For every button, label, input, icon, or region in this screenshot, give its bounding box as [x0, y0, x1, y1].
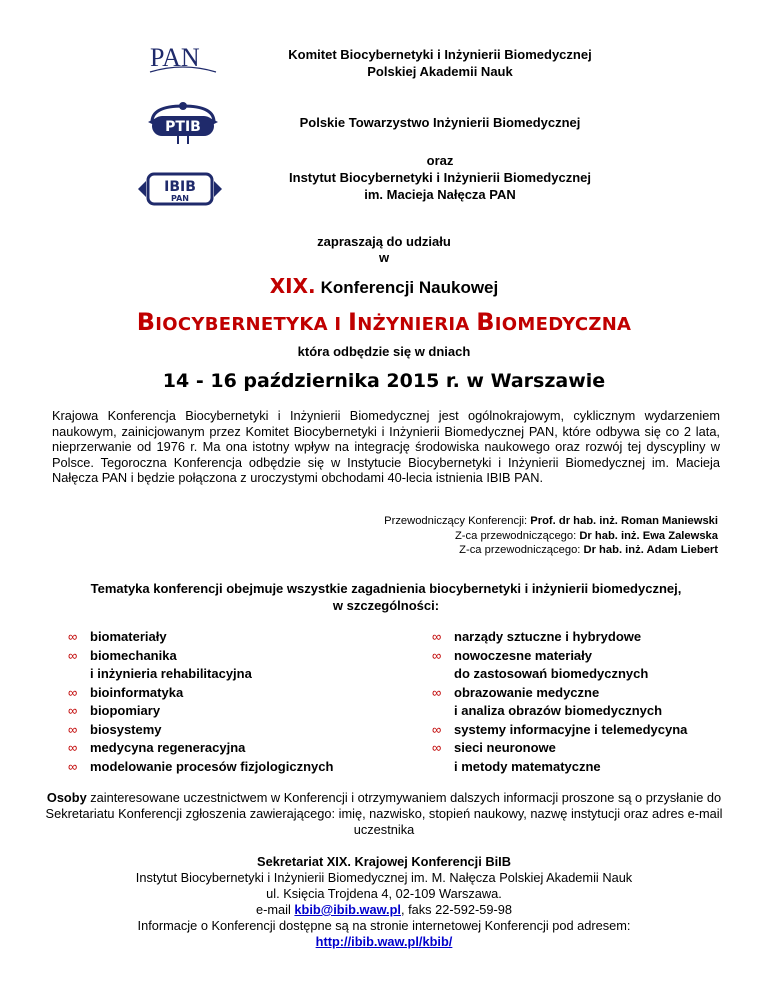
infinity-bullet-icon: ∞ [432, 721, 442, 737]
title-part-3: I [348, 308, 358, 336]
topic-text: medycyna regeneracyjna [90, 740, 246, 755]
committee-line1: Komitet Biocybernetyki i Inżynierii Biomedycznej [288, 47, 592, 62]
title-part-5: B [476, 308, 495, 336]
topic-text: i inżynieria rehabilitacyjna [90, 666, 252, 681]
topic-text: bioinformatyka [90, 684, 184, 700]
ibib-logo-text: IBIB [164, 179, 196, 195]
invite-line2: w [378, 250, 390, 265]
chair-name: Dr hab. inż. Ewa Zalewska [579, 529, 718, 542]
title-part-4: NŻYNIERIA [357, 314, 477, 335]
conference-date: 14 - 16 października 2015 r. w Warszawie [162, 370, 606, 392]
url-line [20, 934, 748, 950]
topic-text: narządy sztuczne i hybrydowe [454, 629, 642, 644]
conference-number-line [0, 274, 768, 298]
topic-item [432, 758, 687, 777]
chair-row [384, 514, 718, 529]
email-link[interactable]: kbib@ibib.waw.pl [294, 902, 401, 917]
conference-title [0, 308, 768, 336]
infinity-bullet-icon: ∞ [432, 629, 442, 644]
topic-item [432, 628, 687, 647]
topic-item [68, 758, 333, 777]
topic-text: nowoczesne materiały [454, 647, 592, 663]
topic-item [68, 647, 333, 666]
pan-logo [148, 38, 218, 78]
topic-text: modelowanie procesów fizjologicznych [90, 758, 334, 774]
topic-item [68, 684, 333, 703]
secretariat-institute: Instytut Biocybernetyki i Inżynierii Biomedycznej im. M. Nałęcza Polskiej Akademii Nauk [135, 870, 633, 885]
fax-text: , faks 22-592-59-98 [400, 902, 512, 917]
contact-paragraph [20, 790, 748, 838]
title-part-2: IOCYBERNETYKA I [155, 314, 348, 335]
chair-row [384, 543, 718, 558]
ibib-name [230, 152, 650, 203]
topic-text: i analiza obrazów biomedycznych [454, 703, 663, 718]
topic-text: biomechanika [90, 647, 177, 663]
secretariat-title: Sekretariat XIX. Krajowej Konferencji BiIB [257, 854, 511, 869]
email-label: e-mail [256, 902, 295, 917]
secretariat-address: ul. Księcia Trojdena 4, 02-109 Warszawa. [266, 886, 502, 901]
infinity-bullet-icon: ∞ [432, 684, 442, 700]
chair-name: Dr hab. inż. Adam Liebert [583, 544, 718, 556]
intro-paragraph: Krajowa Konferencja Biocybernetyki i Inżynierii Biomedycznej jest ogólnokrajowym, cyklicznym wydarzeniem naukowym, zainicjowanym przez Komitet Biocybernetyki i Inżynierii Biomedycznej PAN, które odbywa się co 2 lata, nieprzerwanie od 1976 r. Ma ona istotny wpływ na integrację środowiska naukowego oraz rozwój tej dyscypliny w Polsce. Tegoroczna Konferencja odbędzie się w Instytucie Biocybernetyki i Inżynierii Biomedycznej im. Macieja Nałęcza PAN i będzie połączona z uroczystymi obchodami 40-lecia istnienia IBIB PAN. [52, 408, 720, 485]
committee-name [230, 46, 650, 80]
infinity-bullet-icon: ∞ [68, 703, 78, 718]
oraz-text: oraz [426, 153, 454, 168]
topic-item [68, 721, 333, 740]
infinity-bullet-icon: ∞ [432, 740, 442, 755]
topic-text: obrazowanie medyczne [454, 684, 600, 700]
topic-text: sieci neuronowe [454, 740, 556, 755]
topic-item [68, 628, 333, 647]
contact-text: zainteresowane uczestnictwem w Konferencji i otrzymywaniem dalszych informacji proszone są o przysłanie do Sekretariatu Konferencji zgłoszenia zawierającego: imię, nazwisko, stopień naukowy, nazwę instytucji oraz adres e-mail uczestnika [45, 790, 723, 837]
chair-role: Z-ca przewodniczącego: [459, 544, 584, 556]
conference-url-link[interactable]: http://ibib.waw.pl/kbib/ [315, 934, 453, 949]
infinity-bullet-icon: ∞ [68, 740, 78, 755]
topic-text: biopomiary [90, 703, 161, 718]
invite-text [0, 234, 768, 266]
invite-line1: zapraszają do udziału [317, 234, 451, 249]
topic-item [432, 647, 687, 666]
topics-heading-line2: w szczególności: [332, 598, 440, 613]
secretariat-block [20, 854, 748, 950]
chairs-list [384, 514, 718, 558]
infinity-bullet-icon: ∞ [68, 684, 78, 700]
ptib-logo-text: PTIB [165, 119, 201, 135]
topics-heading [52, 580, 720, 614]
conference-number: XIX. [269, 274, 316, 298]
topic-text: biosystemy [90, 721, 162, 737]
infinity-bullet-icon: ∞ [68, 758, 78, 774]
infinity-bullet-icon: ∞ [68, 629, 78, 644]
topic-text: systemy informacyjne i telemedycyna [454, 721, 688, 737]
held-text: która odbędzie się w dniach [297, 344, 471, 359]
topic-item [68, 702, 333, 721]
topics-list-right [432, 628, 687, 776]
infinity-bullet-icon: ∞ [68, 647, 78, 663]
infinity-bullet-icon: ∞ [68, 721, 78, 737]
title-part-1: B [136, 308, 156, 336]
topic-item [432, 684, 687, 703]
topic-item [432, 702, 687, 721]
topics-heading-line1: Tematyka konferencji obejmuje wszystkie zagadnienia biocybernetyki i inżynierii biomedycznej, [90, 581, 682, 596]
committee-line2: Polskiej Akademii Nauk [367, 64, 513, 79]
title-part-6: IOMEDYCZNA [494, 314, 632, 335]
topic-item [68, 665, 333, 684]
topics-list-left [68, 628, 333, 776]
info-text: Informacje o Konferencji dostępne są na stronie internetowej Konferencji pod adresem: [137, 918, 631, 933]
chair-row [384, 529, 718, 544]
ptib-name: Polskie Towarzystwo Inżynierii Biomedycznej [299, 115, 581, 130]
ibib-logo-sub: PAN [170, 194, 190, 203]
topic-item [432, 739, 687, 758]
conference-label: Konferencji Naukowej [320, 278, 499, 297]
ibib-line2: im. Macieja Nałęcza PAN [364, 187, 516, 202]
secretariat-contact-line [20, 902, 748, 918]
pan-logo-text: PAN [150, 43, 200, 72]
topic-item [68, 739, 333, 758]
chair-name: Prof. dr hab. inż. Roman Maniewski [530, 515, 718, 527]
topic-item [432, 721, 687, 740]
topic-text: biomateriały [90, 629, 167, 644]
infinity-bullet-icon: ∞ [432, 647, 442, 663]
ptib-logo [138, 100, 228, 146]
chair-role: Z-ca przewodniczącego: [454, 529, 580, 542]
contact-lead: Osoby [46, 790, 87, 805]
chair-role: Przewodniczący Konferencji: [384, 515, 531, 527]
ibib-logo [134, 168, 226, 210]
topic-text: do zastosowań biomedycznych [454, 666, 649, 681]
ibib-line1: Instytut Biocybernetyki i Inżynierii Biomedycznej [289, 170, 591, 185]
topic-item [432, 665, 687, 684]
topic-text: i metody matematyczne [454, 758, 601, 774]
